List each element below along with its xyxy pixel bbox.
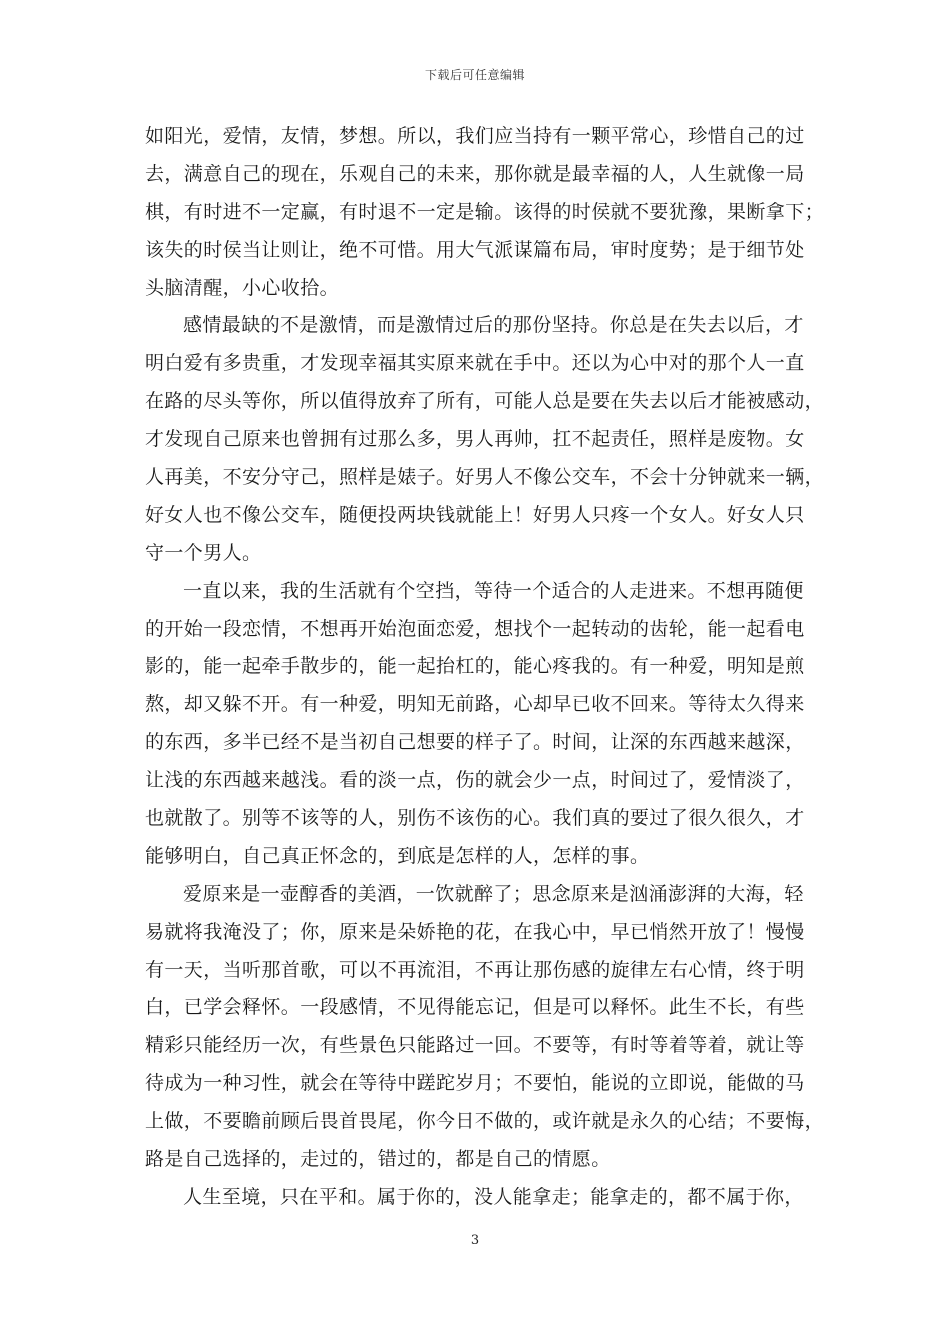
- text-line: 熬，却又躲不开。有一种爱，明知无前路，心却早已收不回来。等待太久得来: [145, 693, 805, 716]
- paragraph: [145, 573, 807, 876]
- text-line: 棋，有时进不一定赢，有时退不一定是输。该得的时侯就不要犹豫，果断拿下；: [145, 200, 825, 223]
- text-line: 让浅的东西越来越浅。看的淡一点，伤的就会少一点，时间过了，爱情淡了，: [145, 769, 805, 792]
- text-line: 白，已学会释怀。一段感情，不见得能忘记，但是可以释怀。此生不长，有些: [145, 996, 805, 1019]
- text-line: 好女人也不像公交车，随便投两块钱就能上！好男人只疼一个女人。好女人只: [145, 503, 805, 526]
- text-line: 的东西，多半已经不是当初自己想要的样子了。时间，让深的东西越来越深，: [145, 731, 805, 754]
- text-line: 去，满意自己的现在，乐观自己的未来，那你就是最幸福的人，人生就像一局: [145, 162, 805, 185]
- text-line: 该失的时侯当让则让，绝不可惜。用大气派谋篇布局，审时度势；是于细节处: [145, 238, 805, 261]
- paragraph: [145, 307, 825, 572]
- page-number: 3: [470, 1233, 480, 1248]
- text-line: 有一天，当听那首歌，可以不再流泪，不再让那伤感的旋律左右心情，终于明: [145, 958, 805, 981]
- document-body: [145, 118, 825, 1217]
- text-line: 头脑清醒，小心收拾。: [145, 276, 340, 299]
- text-line: 一直以来，我的生活就有个空挡，等待一个适合的人走进来。不想再随便: [183, 579, 804, 602]
- text-line: 影的，能一起牵手散步的，能一起抬杠的，能心疼我的。有一种爱，明知是煎: [145, 655, 805, 678]
- paragraph: [145, 1179, 807, 1217]
- text-line: 爱原来是一壶醇香的美酒，一饮就醉了；思念原来是汹涌澎湃的大海，轻: [183, 882, 804, 905]
- paragraph: [145, 876, 825, 1179]
- text-line: 的开始一段恋情，不想再开始泡面恋爱，想找个一起转动的齿轮，能一起看电: [145, 617, 805, 640]
- text-line: 人再美，不安分守己，照样是婊子。好男人不像公交车，不会十分钟就来一辆，: [145, 466, 825, 489]
- text-line: 待成为一种习性，就会在等待中蹉跎岁月；不要怕，能说的立即说，能做的马: [145, 1072, 805, 1095]
- text-line: 精彩只能经历一次，有些景色只能路过一回。不要等，有时等着等着，就让等: [145, 1034, 805, 1057]
- text-line: 守一个男人。: [145, 541, 262, 564]
- text-line: 路是自己选择的，走过的，错过的，都是自己的情愿。: [145, 1148, 611, 1171]
- text-line: 人生至境，只在平和。属于你的，没人能拿走；能拿走的，都不属于你，: [183, 1185, 804, 1208]
- page-header: 下载后可任意编辑: [424, 68, 525, 82]
- text-line: 上做，不要瞻前顾后畏首畏尾，你今日不做的，或许就是永久的心结；不要悔，: [145, 1110, 825, 1133]
- paragraph: [145, 118, 825, 307]
- text-line: 才发现自己原来也曾拥有过那么多，男人再帅，扛不起责任，照样是废物。女: [145, 428, 805, 451]
- text-line: 在路的尽头等你，所以值得放弃了所有，可能人总是要在失去以后才能被感动，: [145, 390, 825, 413]
- text-line: 明白爱有多贵重，才发现幸福其实原来就在手中。还以为心中对的那个人一直: [145, 352, 805, 375]
- text-line: 易就将我淹没了；你，原来是朵娇艳的花，在我心中，早已悄然开放了！慢慢: [145, 920, 805, 943]
- text-line: 如阳光，爱情，友情，梦想。所以，我们应当持有一颗平常心，珍惜自己的过: [145, 125, 805, 147]
- text-line: 能够明白，自己真正怀念的，到底是怎样的人，怎样的事。: [145, 844, 650, 867]
- text-line: 感情最缺的不是激情，而是激情过后的那份坚持。你总是在失去以后，才: [183, 314, 804, 337]
- text-line: 也就散了。别等不该等的人，别伤不该伤的心。我们真的要过了很久很久，才: [145, 807, 805, 830]
